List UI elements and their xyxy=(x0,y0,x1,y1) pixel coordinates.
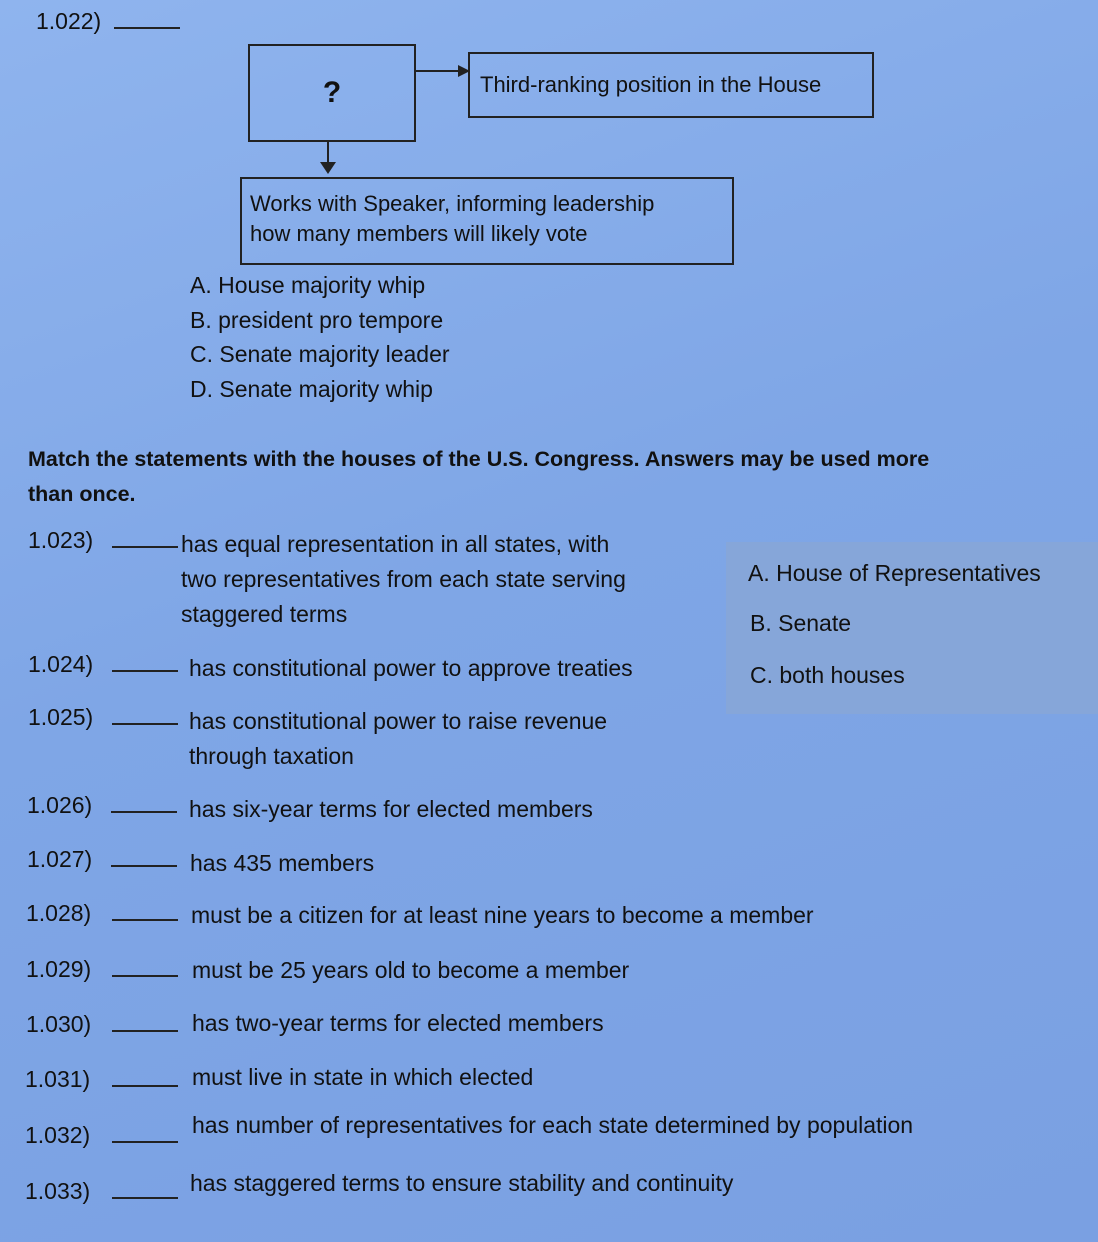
question-number: 1.031) xyxy=(25,1066,91,1092)
question-number: 1.024) xyxy=(28,651,94,677)
question-mark: ? xyxy=(322,76,342,109)
question-24-statement xyxy=(189,651,633,686)
question-28 xyxy=(26,900,178,927)
question-33-statement xyxy=(190,1166,733,1201)
statement-line: has number of representatives for each state determined by population xyxy=(192,1112,914,1138)
question-22-options xyxy=(190,268,450,406)
question-number: 1.025) xyxy=(28,704,94,730)
option-b[interactable]: B. president pro tempore xyxy=(190,306,444,333)
answer-blank[interactable] xyxy=(112,528,178,548)
question-number: 1.033) xyxy=(25,1178,91,1204)
statement-line: staggered terms xyxy=(181,601,348,627)
question-26-statement xyxy=(189,792,593,827)
question-23-statement xyxy=(181,527,626,632)
answer-blank[interactable] xyxy=(112,1123,178,1143)
question-22 xyxy=(36,8,180,35)
question-25 xyxy=(28,704,178,731)
option-c[interactable]: C. Senate majority leader xyxy=(190,341,450,367)
statement-line: has 435 members xyxy=(190,850,375,876)
question-32 xyxy=(25,1122,178,1149)
option-d[interactable]: D. Senate majority whip xyxy=(190,375,433,402)
answer-blank[interactable] xyxy=(112,652,178,672)
option-a[interactable]: A. House majority whip xyxy=(190,272,426,298)
statement-line: must be a citizen for at least nine years to become a member xyxy=(191,902,814,928)
unknown-position-box xyxy=(248,44,416,142)
whip-duties-line2: how many members will likely vote xyxy=(250,221,588,246)
answer-blank[interactable] xyxy=(112,1067,178,1087)
answer-blank[interactable] xyxy=(114,9,180,29)
answer-choices-panel xyxy=(726,542,1098,714)
question-number: 1.029) xyxy=(26,956,92,982)
down-arrow-icon xyxy=(316,142,340,176)
question-27 xyxy=(27,846,177,873)
answer-blank[interactable] xyxy=(112,957,178,977)
answer-choice-c: C. both houses xyxy=(750,662,905,688)
question-25-statement xyxy=(189,704,607,774)
question-23 xyxy=(28,527,178,554)
answer-blank[interactable] xyxy=(112,705,178,725)
question-number: 1.026) xyxy=(27,792,93,818)
statement-line: has constitutional power to approve treaties xyxy=(189,655,633,681)
instructions xyxy=(28,442,1094,512)
question-number: 1.028) xyxy=(26,900,92,926)
statement-line: has constitutional power to raise revenue xyxy=(189,708,608,734)
statement-line: has staggered terms to ensure stability and continuity xyxy=(190,1170,734,1196)
answer-blank[interactable] xyxy=(111,847,177,867)
whip-duties-line1: Works with Speaker, informing leadership xyxy=(250,191,655,216)
answer-blank[interactable] xyxy=(112,1012,178,1032)
question-number: 1.022) xyxy=(36,8,102,34)
question-number: 1.030) xyxy=(26,1011,92,1037)
instructions-line1: Match the statements with the houses of the U.S. Congress. Answers may be used more xyxy=(28,447,930,471)
question-number: 1.023) xyxy=(28,527,94,553)
statement-line: must live in state in which elected xyxy=(192,1064,534,1090)
question-30-statement xyxy=(192,1006,604,1041)
question-32-statement xyxy=(192,1108,913,1143)
question-24 xyxy=(28,651,178,678)
question-27-statement xyxy=(190,846,374,881)
third-ranking-text: Third-ranking position in the House xyxy=(480,72,822,97)
third-ranking-box xyxy=(468,52,874,118)
statement-line: has equal representation in all states, with xyxy=(181,531,610,557)
instructions-line2: than once. xyxy=(28,482,136,506)
question-33 xyxy=(25,1178,178,1205)
question-28-statement xyxy=(191,898,814,933)
answer-choice-a: A. House of Representatives xyxy=(748,560,1041,586)
question-31-statement xyxy=(192,1060,533,1095)
statement-line: must be 25 years old to become a member xyxy=(192,957,630,983)
right-arrow-icon xyxy=(416,62,470,82)
whip-duties-box xyxy=(240,177,734,265)
statement-line: through taxation xyxy=(189,743,354,769)
question-29 xyxy=(26,956,178,983)
question-26 xyxy=(27,792,177,819)
answer-blank[interactable] xyxy=(111,793,177,813)
statement-line: has six-year terms for elected members xyxy=(189,796,593,822)
answer-blank[interactable] xyxy=(112,1179,178,1199)
question-29-statement xyxy=(192,953,629,988)
question-31 xyxy=(25,1066,178,1093)
answer-blank[interactable] xyxy=(112,901,178,921)
answer-choice-b: B. Senate xyxy=(750,610,852,636)
question-number: 1.032) xyxy=(25,1122,91,1148)
statement-line: has two-year terms for elected members xyxy=(192,1010,604,1036)
statement-line: two representatives from each state serving xyxy=(181,566,626,592)
question-number: 1.027) xyxy=(27,846,93,872)
question-30 xyxy=(26,1011,178,1038)
